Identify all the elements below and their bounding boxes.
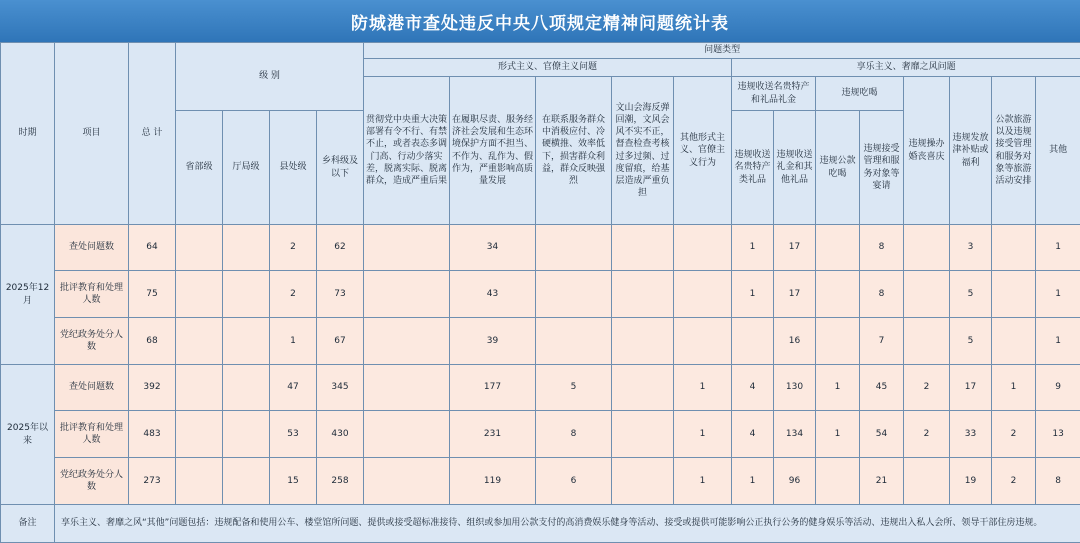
cell-h6: 17 xyxy=(950,365,992,411)
header-bureau: 厅局级 xyxy=(223,111,270,225)
cell-h6: 33 xyxy=(950,411,992,458)
header-f1: 贯彻党中央重大决策部署有令不行、有禁不止，或者表态多调门高、行动少落实差，脱离实际、脱离群众，造成严重后果 xyxy=(364,77,450,225)
table-row xyxy=(1,458,1080,505)
cell-f5 xyxy=(674,271,732,318)
header-f3: 在联系服务群众中消极应付、冷硬横推、效率低下，损害群众利益，群众反映强烈 xyxy=(536,77,612,225)
cell-h7: 1 xyxy=(992,365,1036,411)
table-row xyxy=(1,271,1080,318)
row-item: 批评教育和处理人数 xyxy=(55,271,129,318)
header-f2: 在履职尽责、服务经济社会发展和生态环境保护方面不担当、不作为、乱作为、假作为，严重影响高质量发展 xyxy=(450,77,536,225)
cell-h7 xyxy=(992,318,1036,365)
header-h4: 违规接受管理和服务对象等宴请 xyxy=(860,111,904,225)
cell-f1 xyxy=(364,365,450,411)
note-text: 享乐主义、奢靡之风“其他”问题包括：违规配备和使用公车、楼堂馆所问题、提供或接受超标准接待、组织或参加用公款支付的高消费娱乐健身等活动、接受或提供可能影响公正执行公务的健身娱乐等活动、违规出入私人会所、领导干部住房违规。 xyxy=(55,505,1080,543)
cell-h8: 1 xyxy=(1036,271,1080,318)
cell-f5 xyxy=(674,225,732,271)
header-f4: 文山会海反弹回潮，文风会风不实不正，督查检查考核过多过频、过度留痕，给基层造成严重负担 xyxy=(612,77,674,225)
cell-h4: 8 xyxy=(860,271,904,318)
cell-h2: 134 xyxy=(774,411,816,458)
cell-provincial xyxy=(176,365,223,411)
cell-h4: 21 xyxy=(860,458,904,505)
cell-f3 xyxy=(536,271,612,318)
cell-h3: 1 xyxy=(816,365,860,411)
cell-f5: 1 xyxy=(674,365,732,411)
cell-township: 258 xyxy=(317,458,364,505)
cell-f4 xyxy=(612,458,674,505)
cell-total: 64 xyxy=(129,225,176,271)
cell-provincial xyxy=(176,318,223,365)
row-item: 党纪政务处分人数 xyxy=(55,318,129,365)
cell-county: 47 xyxy=(270,365,317,411)
cell-f1 xyxy=(364,225,450,271)
header-h8: 其他 xyxy=(1036,77,1080,225)
cell-total: 68 xyxy=(129,318,176,365)
cell-h2: 96 xyxy=(774,458,816,505)
header-period: 时期 xyxy=(1,43,55,225)
cell-h6: 5 xyxy=(950,271,992,318)
cell-provincial xyxy=(176,225,223,271)
cell-f3 xyxy=(536,225,612,271)
row-item: 党纪政务处分人数 xyxy=(55,458,129,505)
cell-bureau xyxy=(223,365,270,411)
header-total: 总 计 xyxy=(129,43,176,225)
header-county: 县处级 xyxy=(270,111,317,225)
cell-h4: 7 xyxy=(860,318,904,365)
cell-county: 2 xyxy=(270,271,317,318)
cell-provincial xyxy=(176,271,223,318)
cell-bureau xyxy=(223,411,270,458)
cell-h4: 54 xyxy=(860,411,904,458)
row-item: 查处问题数 xyxy=(55,225,129,271)
cell-f5: 1 xyxy=(674,458,732,505)
cell-f5: 1 xyxy=(674,411,732,458)
cell-h8: 9 xyxy=(1036,365,1080,411)
cell-f3: 8 xyxy=(536,411,612,458)
cell-h2: 17 xyxy=(774,225,816,271)
cell-f2: 34 xyxy=(450,225,536,271)
cell-township: 67 xyxy=(317,318,364,365)
cell-total: 273 xyxy=(129,458,176,505)
cell-h1 xyxy=(732,318,774,365)
cell-f1 xyxy=(364,458,450,505)
header-township: 乡科级及以下 xyxy=(317,111,364,225)
header-formalism: 形式主义、官僚主义问题 xyxy=(364,59,732,77)
header-h3: 违规公款吃喝 xyxy=(816,111,860,225)
cell-h5: 2 xyxy=(904,365,950,411)
cell-h7 xyxy=(992,225,1036,271)
cell-h3 xyxy=(816,225,860,271)
header-h2: 违规收送礼金和其他礼品 xyxy=(774,111,816,225)
cell-h1: 1 xyxy=(732,271,774,318)
header-dining-group: 违规吃喝 xyxy=(816,77,904,111)
cell-h6: 19 xyxy=(950,458,992,505)
table-row xyxy=(1,365,1080,411)
period-label: 2025年以来 xyxy=(1,365,55,505)
header-level: 级 别 xyxy=(176,43,364,111)
cell-f3: 6 xyxy=(536,458,612,505)
header-problem-type: 问题类型 xyxy=(364,43,1080,59)
cell-f4 xyxy=(612,318,674,365)
cell-h1: 1 xyxy=(732,225,774,271)
header-hedonism: 享乐主义、奢靡之风问题 xyxy=(732,59,1080,77)
table-row xyxy=(1,225,1080,271)
cell-f3 xyxy=(536,318,612,365)
cell-h8: 8 xyxy=(1036,458,1080,505)
table-row xyxy=(1,411,1080,458)
cell-h3 xyxy=(816,318,860,365)
header-f5: 其他形式主义、官僚主义行为 xyxy=(674,77,732,225)
cell-h7: 2 xyxy=(992,458,1036,505)
cell-county: 53 xyxy=(270,411,317,458)
header-h7: 公款旅游以及违规接受管理和服务对象等旅游活动安排 xyxy=(992,77,1036,225)
cell-f2: 177 xyxy=(450,365,536,411)
table-row xyxy=(1,318,1080,365)
cell-f1 xyxy=(364,318,450,365)
cell-h5 xyxy=(904,318,950,365)
header-h5: 违规操办婚丧喜庆 xyxy=(904,77,950,225)
cell-h6: 3 xyxy=(950,225,992,271)
stats-table xyxy=(0,42,1080,543)
cell-bureau xyxy=(223,458,270,505)
cell-county: 2 xyxy=(270,225,317,271)
cell-county: 1 xyxy=(270,318,317,365)
cell-h2: 130 xyxy=(774,365,816,411)
cell-h1: 4 xyxy=(732,365,774,411)
cell-f2: 231 xyxy=(450,411,536,458)
cell-provincial xyxy=(176,458,223,505)
cell-h7 xyxy=(992,271,1036,318)
cell-total: 483 xyxy=(129,411,176,458)
cell-township: 430 xyxy=(317,411,364,458)
cell-bureau xyxy=(223,318,270,365)
cell-f5 xyxy=(674,318,732,365)
cell-total: 392 xyxy=(129,365,176,411)
cell-f2: 39 xyxy=(450,318,536,365)
cell-h5 xyxy=(904,271,950,318)
header-h6: 违规发放津补贴或福利 xyxy=(950,77,992,225)
cell-h8: 13 xyxy=(1036,411,1080,458)
cell-total: 75 xyxy=(129,271,176,318)
cell-h4: 45 xyxy=(860,365,904,411)
cell-h4: 8 xyxy=(860,225,904,271)
page-title: 防城港市查处违反中央八项规定精神问题统计表 xyxy=(0,0,1080,42)
cell-h3 xyxy=(816,458,860,505)
cell-f2: 119 xyxy=(450,458,536,505)
cell-h3: 1 xyxy=(816,411,860,458)
header-item: 项目 xyxy=(55,43,129,225)
cell-f1 xyxy=(364,411,450,458)
cell-h5 xyxy=(904,458,950,505)
note-row xyxy=(1,505,1080,543)
cell-f1 xyxy=(364,271,450,318)
cell-township: 345 xyxy=(317,365,364,411)
cell-h8: 1 xyxy=(1036,318,1080,365)
period-label: 2025年12月 xyxy=(1,225,55,365)
cell-h2: 17 xyxy=(774,271,816,318)
cell-h5 xyxy=(904,225,950,271)
cell-h1: 1 xyxy=(732,458,774,505)
header-h1: 违规收送名贵特产类礼品 xyxy=(732,111,774,225)
cell-county: 15 xyxy=(270,458,317,505)
cell-h7: 2 xyxy=(992,411,1036,458)
cell-f4 xyxy=(612,365,674,411)
cell-h3 xyxy=(816,271,860,318)
cell-h5: 2 xyxy=(904,411,950,458)
header-gift-group: 违规收送名贵特产和礼品礼金 xyxy=(732,77,816,111)
header-provincial: 省部级 xyxy=(176,111,223,225)
cell-township: 62 xyxy=(317,225,364,271)
cell-h6: 5 xyxy=(950,318,992,365)
cell-township: 73 xyxy=(317,271,364,318)
cell-h1: 4 xyxy=(732,411,774,458)
cell-bureau xyxy=(223,271,270,318)
note-label: 备注 xyxy=(1,505,55,543)
cell-f3: 5 xyxy=(536,365,612,411)
cell-h2: 16 xyxy=(774,318,816,365)
cell-provincial xyxy=(176,411,223,458)
cell-f4 xyxy=(612,225,674,271)
cell-h8: 1 xyxy=(1036,225,1080,271)
cell-f4 xyxy=(612,411,674,458)
cell-bureau xyxy=(223,225,270,271)
row-item: 查处问题数 xyxy=(55,365,129,411)
cell-f4 xyxy=(612,271,674,318)
row-item: 批评教育和处理人数 xyxy=(55,411,129,458)
cell-f2: 43 xyxy=(450,271,536,318)
